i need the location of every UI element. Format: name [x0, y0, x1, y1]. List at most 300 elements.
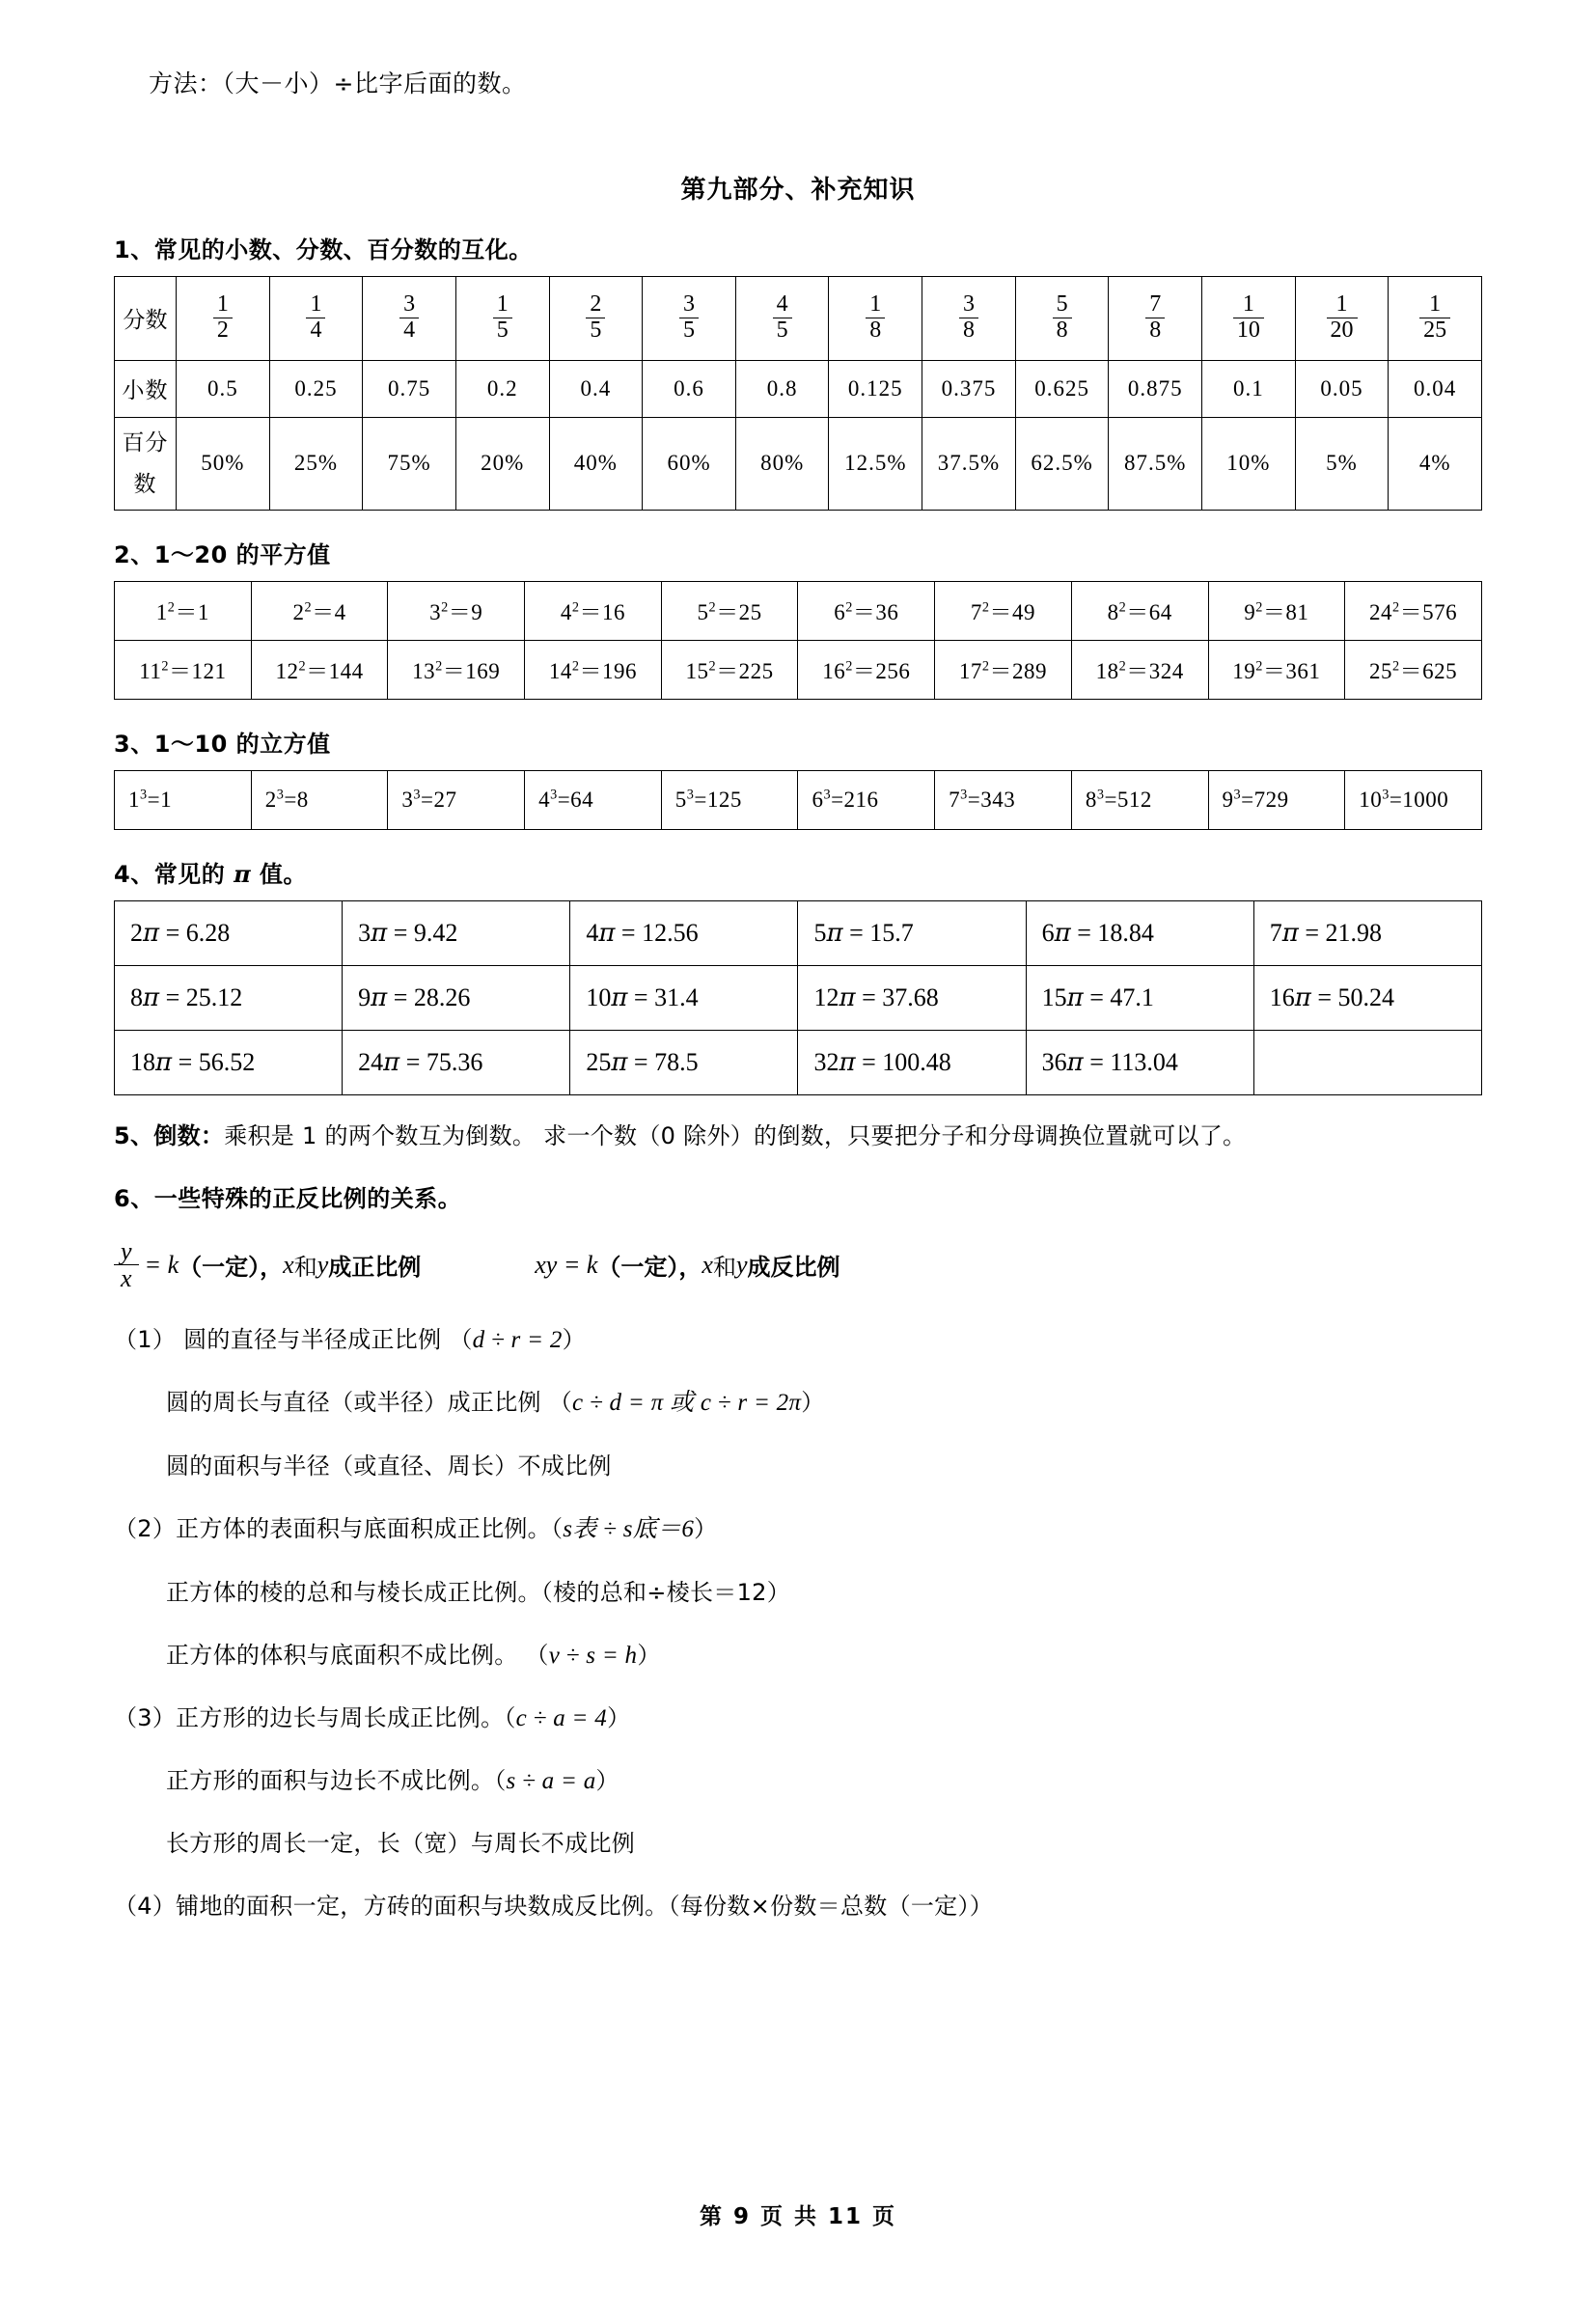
fraction-denominator: 5: [493, 318, 512, 344]
pi-symbol: π: [839, 982, 856, 1012]
power-exponent: 2: [1118, 658, 1127, 675]
formula-right-var-y: y: [735, 1250, 748, 1279]
power-result: 361: [1285, 659, 1321, 684]
cell-square: $25^2=625$: [1345, 640, 1482, 699]
power-base: 15: [685, 659, 709, 684]
list-item: [166, 1383, 1482, 1418]
cell-percent: 37.5%: [922, 417, 1016, 510]
list-item: [166, 1636, 1482, 1670]
list-item: [114, 1699, 1482, 1732]
pi-result: 75.36: [426, 1047, 483, 1076]
power-base: 17: [958, 659, 982, 684]
pi-coefficient: 3: [358, 918, 371, 947]
pi-coefficient: 16: [1269, 982, 1295, 1011]
cell-fraction: [177, 276, 270, 360]
pi-coefficient: 6: [1041, 918, 1055, 947]
table-row: [115, 965, 1482, 1030]
table-row-fractions: [115, 276, 1482, 360]
cell-square: $3^2=9$: [388, 581, 525, 640]
power-exponent: 2: [1118, 599, 1127, 616]
cell-square: $16^2=256$: [798, 640, 935, 699]
cell-square: $7^2=49$: [935, 581, 1072, 640]
pi-result: 25.12: [185, 982, 243, 1011]
cell-cube: $4^3=64$: [525, 770, 662, 829]
power-result: 8: [296, 787, 309, 812]
list-item: [166, 1761, 1482, 1795]
item-marker: （2）: [114, 1515, 177, 1543]
pi-coefficient: 8: [130, 982, 143, 1011]
item-marker: （3）: [114, 1704, 177, 1732]
cell-pi-value: 9π = 28.26: [343, 965, 570, 1030]
power-result: 169: [465, 659, 501, 684]
power-base: 8: [1085, 787, 1097, 812]
cell-decimal: 0.625: [1015, 360, 1109, 417]
pi-result: 50.24: [1337, 982, 1395, 1011]
pi-symbol: π: [1294, 982, 1311, 1012]
item-marker: （4）: [114, 1893, 177, 1921]
cell-decimal: 0.8: [735, 360, 829, 417]
item-text: 圆的周长与直径（或半径）成正比例 （: [166, 1389, 573, 1417]
pi-coefficient: 36: [1041, 1047, 1067, 1076]
cell-decimal: 0.375: [922, 360, 1016, 417]
power-result: 225: [738, 659, 774, 684]
power-exponent: 2: [845, 658, 853, 675]
pi-result: 100.48: [882, 1047, 951, 1076]
pi-symbol: π: [234, 859, 252, 888]
power-result: 64: [1148, 600, 1172, 625]
power-exponent: 2: [441, 599, 449, 616]
cell-fraction: [1295, 276, 1389, 360]
document-page: [0, 66, 1596, 2323]
cell-pi-value: 10π = 31.4: [570, 965, 798, 1030]
power-result: 289: [1012, 659, 1048, 684]
cell-percent: 75%: [363, 417, 456, 510]
fraction-denominator: 20: [1327, 318, 1358, 344]
cell-square: $4^2=16$: [525, 581, 662, 640]
item-tail: ）: [694, 1515, 718, 1543]
pi-result: 31.4: [654, 982, 699, 1011]
power-result: 1: [197, 600, 209, 625]
cell-pi-value: 24π = 75.36: [343, 1030, 570, 1094]
formula-right-expression: xy = k: [535, 1250, 598, 1279]
pi-result: 56.52: [198, 1047, 256, 1076]
table-row-decimals: [115, 360, 1482, 417]
power-base: 3: [401, 787, 414, 812]
item-tail: ）: [801, 1389, 825, 1417]
cell-decimal: 0.05: [1295, 360, 1389, 417]
item-marker: （1）: [114, 1326, 177, 1354]
item-text: 圆的直径与半径成正比例 （: [183, 1326, 473, 1354]
list-item: [114, 1509, 1482, 1544]
power-base: 5: [674, 787, 687, 812]
fraction-denominator: 8: [866, 318, 885, 344]
power-exponent: 2: [298, 658, 307, 675]
fraction-denominator: 8: [1145, 318, 1165, 344]
cell-square: $6^2=36$: [798, 581, 935, 640]
power-exponent: 2: [1392, 599, 1400, 616]
power-result: 25: [738, 600, 762, 625]
power-base: 4: [560, 600, 572, 625]
item-text: 正方体的表面积与底面积成正比例。（: [176, 1515, 564, 1543]
power-result: 64: [570, 787, 594, 812]
power-base: 12: [275, 659, 299, 684]
cell-fraction: [643, 276, 736, 360]
cell-pi-value: 8π = 25.12: [115, 965, 343, 1030]
power-base: 13: [412, 659, 436, 684]
fraction-denominator: 4: [306, 318, 325, 344]
power-result: 196: [601, 659, 637, 684]
cell-percent: 4%: [1389, 417, 1482, 510]
pi-result: 37.68: [882, 982, 939, 1011]
table-row: [115, 1030, 1482, 1094]
pi-coefficient: 18: [130, 1047, 155, 1076]
y-over-x-fraction: [114, 1238, 139, 1292]
cell-square: $15^2=225$: [661, 640, 798, 699]
fraction-denominator: 5: [773, 318, 792, 344]
power-base: 6: [812, 787, 824, 812]
power-base: 3: [429, 600, 442, 625]
pi-coefficient: 7: [1269, 918, 1282, 947]
cell-fraction: [363, 276, 456, 360]
power-exponent: 2: [845, 599, 853, 616]
pi-symbol: π: [611, 982, 628, 1012]
power-base: 19: [1232, 659, 1256, 684]
cell-square: $5^2=25$: [661, 581, 798, 640]
pi-symbol: π: [826, 918, 843, 948]
row-label-fraction: 分数: [115, 276, 177, 360]
power-exponent: 2: [435, 658, 443, 675]
pi-result: 21.98: [1325, 918, 1383, 947]
cell-square: $17^2=289$: [935, 640, 1072, 699]
cell-cube: $1^3=1$: [115, 770, 252, 829]
power-exponent: 2: [1392, 658, 1400, 675]
power-base: 24: [1369, 600, 1393, 625]
fraction-numerator: 1: [496, 291, 509, 318]
cell-percent: 87.5%: [1109, 417, 1202, 510]
cell-pi-value: 36π = 113.04: [1026, 1030, 1253, 1094]
cell-pi-value: 6π = 18.84: [1026, 900, 1253, 965]
power-base: 9: [1244, 600, 1256, 625]
pi-coefficient: 12: [813, 982, 839, 1011]
fraction-denominator: 5: [586, 318, 605, 344]
cell-decimal: 0.6: [643, 360, 736, 417]
cell-percent: 62.5%: [1015, 417, 1109, 510]
power-result: 27: [433, 787, 457, 812]
power-exponent: 2: [981, 599, 990, 616]
cell-percent: 12.5%: [829, 417, 922, 510]
section-1-title: 1、常见的小数、分数、百分数的互化。: [114, 235, 533, 263]
cell-square: $13^2=169$: [388, 640, 525, 699]
row-label-percent-text: 百分数: [122, 429, 169, 497]
power-exponent: 2: [981, 658, 990, 675]
power-result: 512: [1116, 787, 1152, 812]
section-5-paragraph: [114, 1117, 1482, 1150]
cell-square: $9^2=81$: [1208, 581, 1345, 640]
formula-right-condition: （一定），: [597, 1254, 702, 1282]
cell-percent: 20%: [455, 417, 549, 510]
pi-result: 9.42: [413, 918, 458, 947]
cell-percent: 25%: [269, 417, 363, 510]
cell-pi-value: 25π = 78.5: [570, 1030, 798, 1094]
fraction-denominator: 8: [1053, 318, 1072, 344]
item-text: 铺地的面积一定，方砖的面积与块数成反比例。（每份数×份数＝总数（一定））: [176, 1893, 994, 1921]
section-5-body: 乘积是 1 的两个数互为倒数。 求一个数（0 除外）的倒数，只要把分子和分母调换位置就可以了。: [224, 1121, 1247, 1149]
pi-symbol: π: [1054, 918, 1071, 948]
pi-coefficient: 10: [586, 982, 612, 1011]
cell-fraction: [829, 276, 922, 360]
power-exponent: 2: [708, 658, 717, 675]
formula-left-var-y: y: [316, 1250, 329, 1279]
cell-decimal: 0.125: [829, 360, 922, 417]
fraction-numerator: 2: [590, 291, 602, 318]
section-2-title: 2、1～20 的平方值: [114, 540, 331, 568]
cell-square: $1^2=1$: [115, 581, 252, 640]
power-result: 4: [334, 600, 346, 625]
power-result: 1: [160, 787, 173, 812]
cell-pi-value-empty: [1253, 1030, 1481, 1094]
power-base: 11: [139, 659, 162, 684]
power-exponent: 2: [304, 599, 313, 616]
cell-pi-value: 15π = 47.1: [1026, 965, 1253, 1030]
fraction-numerator: 1: [1429, 291, 1442, 318]
power-result: 16: [601, 600, 625, 625]
pi-coefficient: 24: [358, 1047, 384, 1076]
fraction-numerator: 1: [310, 291, 322, 318]
power-exponent: 2: [1255, 599, 1263, 616]
power-base: 1: [155, 600, 168, 625]
power-base: 4: [538, 787, 551, 812]
formula-right-and: 和: [712, 1254, 736, 1282]
table-row: [115, 581, 1482, 640]
fraction-numerator: 1: [216, 291, 229, 318]
section-4-title-pre: 4、常见的: [114, 860, 234, 888]
fraction-denominator: 25: [1419, 318, 1450, 344]
pi-result: 12.56: [642, 918, 699, 947]
fraction-denominator: 10: [1233, 318, 1264, 344]
cell-decimal: 0.25: [269, 360, 363, 417]
list-item: [166, 1573, 1482, 1607]
power-exponent: 3: [550, 787, 558, 803]
power-base: 10: [1359, 787, 1383, 812]
power-exponent: 3: [960, 787, 968, 803]
cell-square: $12^2=144$: [251, 640, 388, 699]
cell-decimal: 0.04: [1389, 360, 1482, 417]
cell-pi-value: 12π = 37.68: [798, 965, 1026, 1030]
cell-cube: $3^3=27$: [388, 770, 525, 829]
power-base: 6: [834, 600, 846, 625]
power-exponent: 3: [1382, 787, 1390, 803]
power-exponent: 3: [686, 787, 695, 803]
table-row: [115, 640, 1482, 699]
power-base: 14: [548, 659, 572, 684]
item-math: s ÷ a = a: [506, 1768, 596, 1795]
cell-fraction: [269, 276, 363, 360]
formula-left-condition: （一定），: [179, 1254, 284, 1282]
item-text: 圆的面积与半径（或直径、周长）不成比例: [166, 1452, 612, 1480]
power-base: 9: [1222, 787, 1234, 812]
cell-fraction: [549, 276, 643, 360]
power-result: 576: [1422, 600, 1458, 625]
cell-percent: 80%: [735, 417, 829, 510]
section-4-title: [114, 855, 1482, 889]
pi-result: 18.84: [1097, 918, 1154, 947]
squares-table: [114, 581, 1482, 700]
cell-pi-value: 2π = 6.28: [115, 900, 343, 965]
power-result: 343: [980, 787, 1016, 812]
list-item: [166, 1447, 1482, 1480]
power-result: 144: [328, 659, 364, 684]
power-exponent: 2: [571, 599, 580, 616]
pi-symbol: π: [598, 918, 616, 948]
cell-percent: 50%: [177, 417, 270, 510]
power-exponent: 3: [140, 787, 148, 803]
pi-symbol: π: [839, 1047, 856, 1077]
pi-result: 6.28: [185, 918, 231, 947]
power-exponent: 2: [1255, 658, 1263, 675]
part-title: 第九部分、补充知识: [680, 175, 916, 205]
fraction-denominator: 2: [213, 318, 233, 344]
pi-values-table: [114, 900, 1482, 1095]
fraction-denominator: x: [114, 1264, 139, 1291]
fraction-numerator: 3: [683, 291, 696, 318]
table-row: [115, 770, 1482, 829]
power-base: 1: [128, 787, 140, 812]
section-5-lead: 5、倒数：: [114, 1121, 225, 1149]
cell-pi-value: 3π = 9.42: [343, 900, 570, 965]
cell-square: $8^2=64$: [1071, 581, 1208, 640]
power-exponent: 2: [167, 599, 176, 616]
power-exponent: 2: [571, 658, 580, 675]
formula-right-relation: 成反比例: [747, 1254, 840, 1282]
cell-square: $2^2=4$: [251, 581, 388, 640]
item-text: 正方形的边长与周长成正比例。（: [176, 1704, 516, 1732]
fraction-numerator: 1: [869, 291, 882, 318]
cell-cube: $7^3=343$: [935, 770, 1072, 829]
pi-symbol: π: [1066, 1047, 1084, 1077]
item-tail: ）: [637, 1642, 661, 1670]
proportion-formulas: [114, 1238, 1482, 1292]
cell-pi-value: 4π = 12.56: [570, 900, 798, 965]
fraction-numerator: 3: [962, 291, 975, 318]
cell-cube: $9^3=729$: [1208, 770, 1345, 829]
item-math: v ÷ s = h: [548, 1643, 638, 1670]
pi-symbol: π: [143, 918, 160, 948]
cell-decimal: 0.4: [549, 360, 643, 417]
pi-coefficient: 32: [813, 1047, 839, 1076]
pi-coefficient: 5: [813, 918, 827, 947]
power-result: 324: [1148, 659, 1184, 684]
cell-percent: 5%: [1295, 417, 1389, 510]
power-result: 256: [875, 659, 911, 684]
power-base: 2: [292, 600, 305, 625]
power-result: 625: [1422, 659, 1458, 684]
fraction-denominator: 4: [399, 318, 419, 344]
cell-pi-value: 18π = 56.52: [115, 1030, 343, 1094]
power-base: 25: [1369, 659, 1393, 684]
pi-coefficient: 4: [586, 918, 599, 947]
item-tail: ）: [562, 1326, 586, 1354]
cell-cube: $10^3=1000$: [1345, 770, 1482, 829]
pi-symbol: π: [371, 982, 388, 1012]
cell-square: $11^2=121$: [115, 640, 252, 699]
cell-cube: $8^3=512$: [1071, 770, 1208, 829]
list-item: [166, 1824, 1482, 1858]
item-math: c ÷ a = 4: [515, 1705, 608, 1732]
power-base: 5: [697, 600, 709, 625]
table-row-percents: [115, 417, 1482, 510]
cell-pi-value: 16π = 50.24: [1253, 965, 1481, 1030]
cell-fraction: [1015, 276, 1109, 360]
pi-coefficient: 15: [1041, 982, 1067, 1011]
pi-symbol: π: [1281, 918, 1299, 948]
section-3-title: 3、1～10 的立方值: [114, 730, 331, 758]
pi-symbol: π: [1066, 982, 1084, 1012]
cell-fraction: [1109, 276, 1202, 360]
power-result: 1000: [1402, 787, 1449, 812]
pi-result: 15.7: [869, 918, 914, 947]
formula-left-equals: = k: [144, 1250, 179, 1279]
cell-square: $24^2=576$: [1345, 581, 1482, 640]
section-4-title-post: 值。: [251, 860, 307, 888]
intro-line: 方法：（大－小）÷比字后面的数。: [149, 69, 527, 97]
formula-left-and: 和: [293, 1254, 317, 1282]
row-label-percent: [115, 417, 177, 510]
fraction-numerator: y: [121, 1236, 132, 1265]
fraction-denominator: 5: [679, 318, 699, 344]
fraction-numerator: 4: [776, 291, 788, 318]
pi-symbol: π: [371, 918, 388, 948]
power-base: 8: [1107, 600, 1119, 625]
item-math: c ÷ d = π 或 c ÷ r = 2π: [572, 1390, 802, 1417]
cell-fraction: [922, 276, 1016, 360]
power-exponent: 3: [823, 787, 832, 803]
list-item: [114, 1320, 1482, 1354]
fraction-numerator: 5: [1056, 291, 1068, 318]
cubes-table: [114, 770, 1482, 830]
pi-result: 47.1: [1110, 982, 1154, 1011]
power-base: 7: [949, 787, 961, 812]
cell-decimal: 0.5: [177, 360, 270, 417]
cell-square: $14^2=196$: [525, 640, 662, 699]
item-text: 正方体的体积与底面积不成比例。 （: [166, 1642, 549, 1670]
power-result: 36: [875, 600, 899, 625]
cell-decimal: 0.875: [1109, 360, 1202, 417]
cell-fraction: [1202, 276, 1296, 360]
power-exponent: 3: [413, 787, 421, 803]
pi-symbol: π: [143, 982, 160, 1012]
fraction-numerator: 7: [1149, 291, 1162, 318]
item-math: d ÷ r = 2: [472, 1327, 563, 1354]
table-row: [115, 900, 1482, 965]
cell-pi-value: 5π = 15.7: [798, 900, 1026, 965]
item-tail: ）: [607, 1704, 631, 1732]
power-result: 121: [191, 659, 227, 684]
cell-decimal: 0.1: [1202, 360, 1296, 417]
pi-symbol: π: [155, 1047, 173, 1077]
power-result: 216: [843, 787, 879, 812]
cell-fraction: [1389, 276, 1482, 360]
pi-coefficient: 25: [586, 1047, 612, 1076]
cell-square: $18^2=324$: [1071, 640, 1208, 699]
list-item: [114, 1887, 1482, 1921]
cell-decimal: 0.2: [455, 360, 549, 417]
fraction-numerator: 1: [1242, 291, 1254, 318]
page-footer: 第 9 页 共 11 页: [699, 2204, 897, 2229]
conversion-table: [114, 276, 1482, 511]
power-result: 9: [471, 600, 483, 625]
cell-fraction: [455, 276, 549, 360]
cell-cube: $2^3=8$: [251, 770, 388, 829]
